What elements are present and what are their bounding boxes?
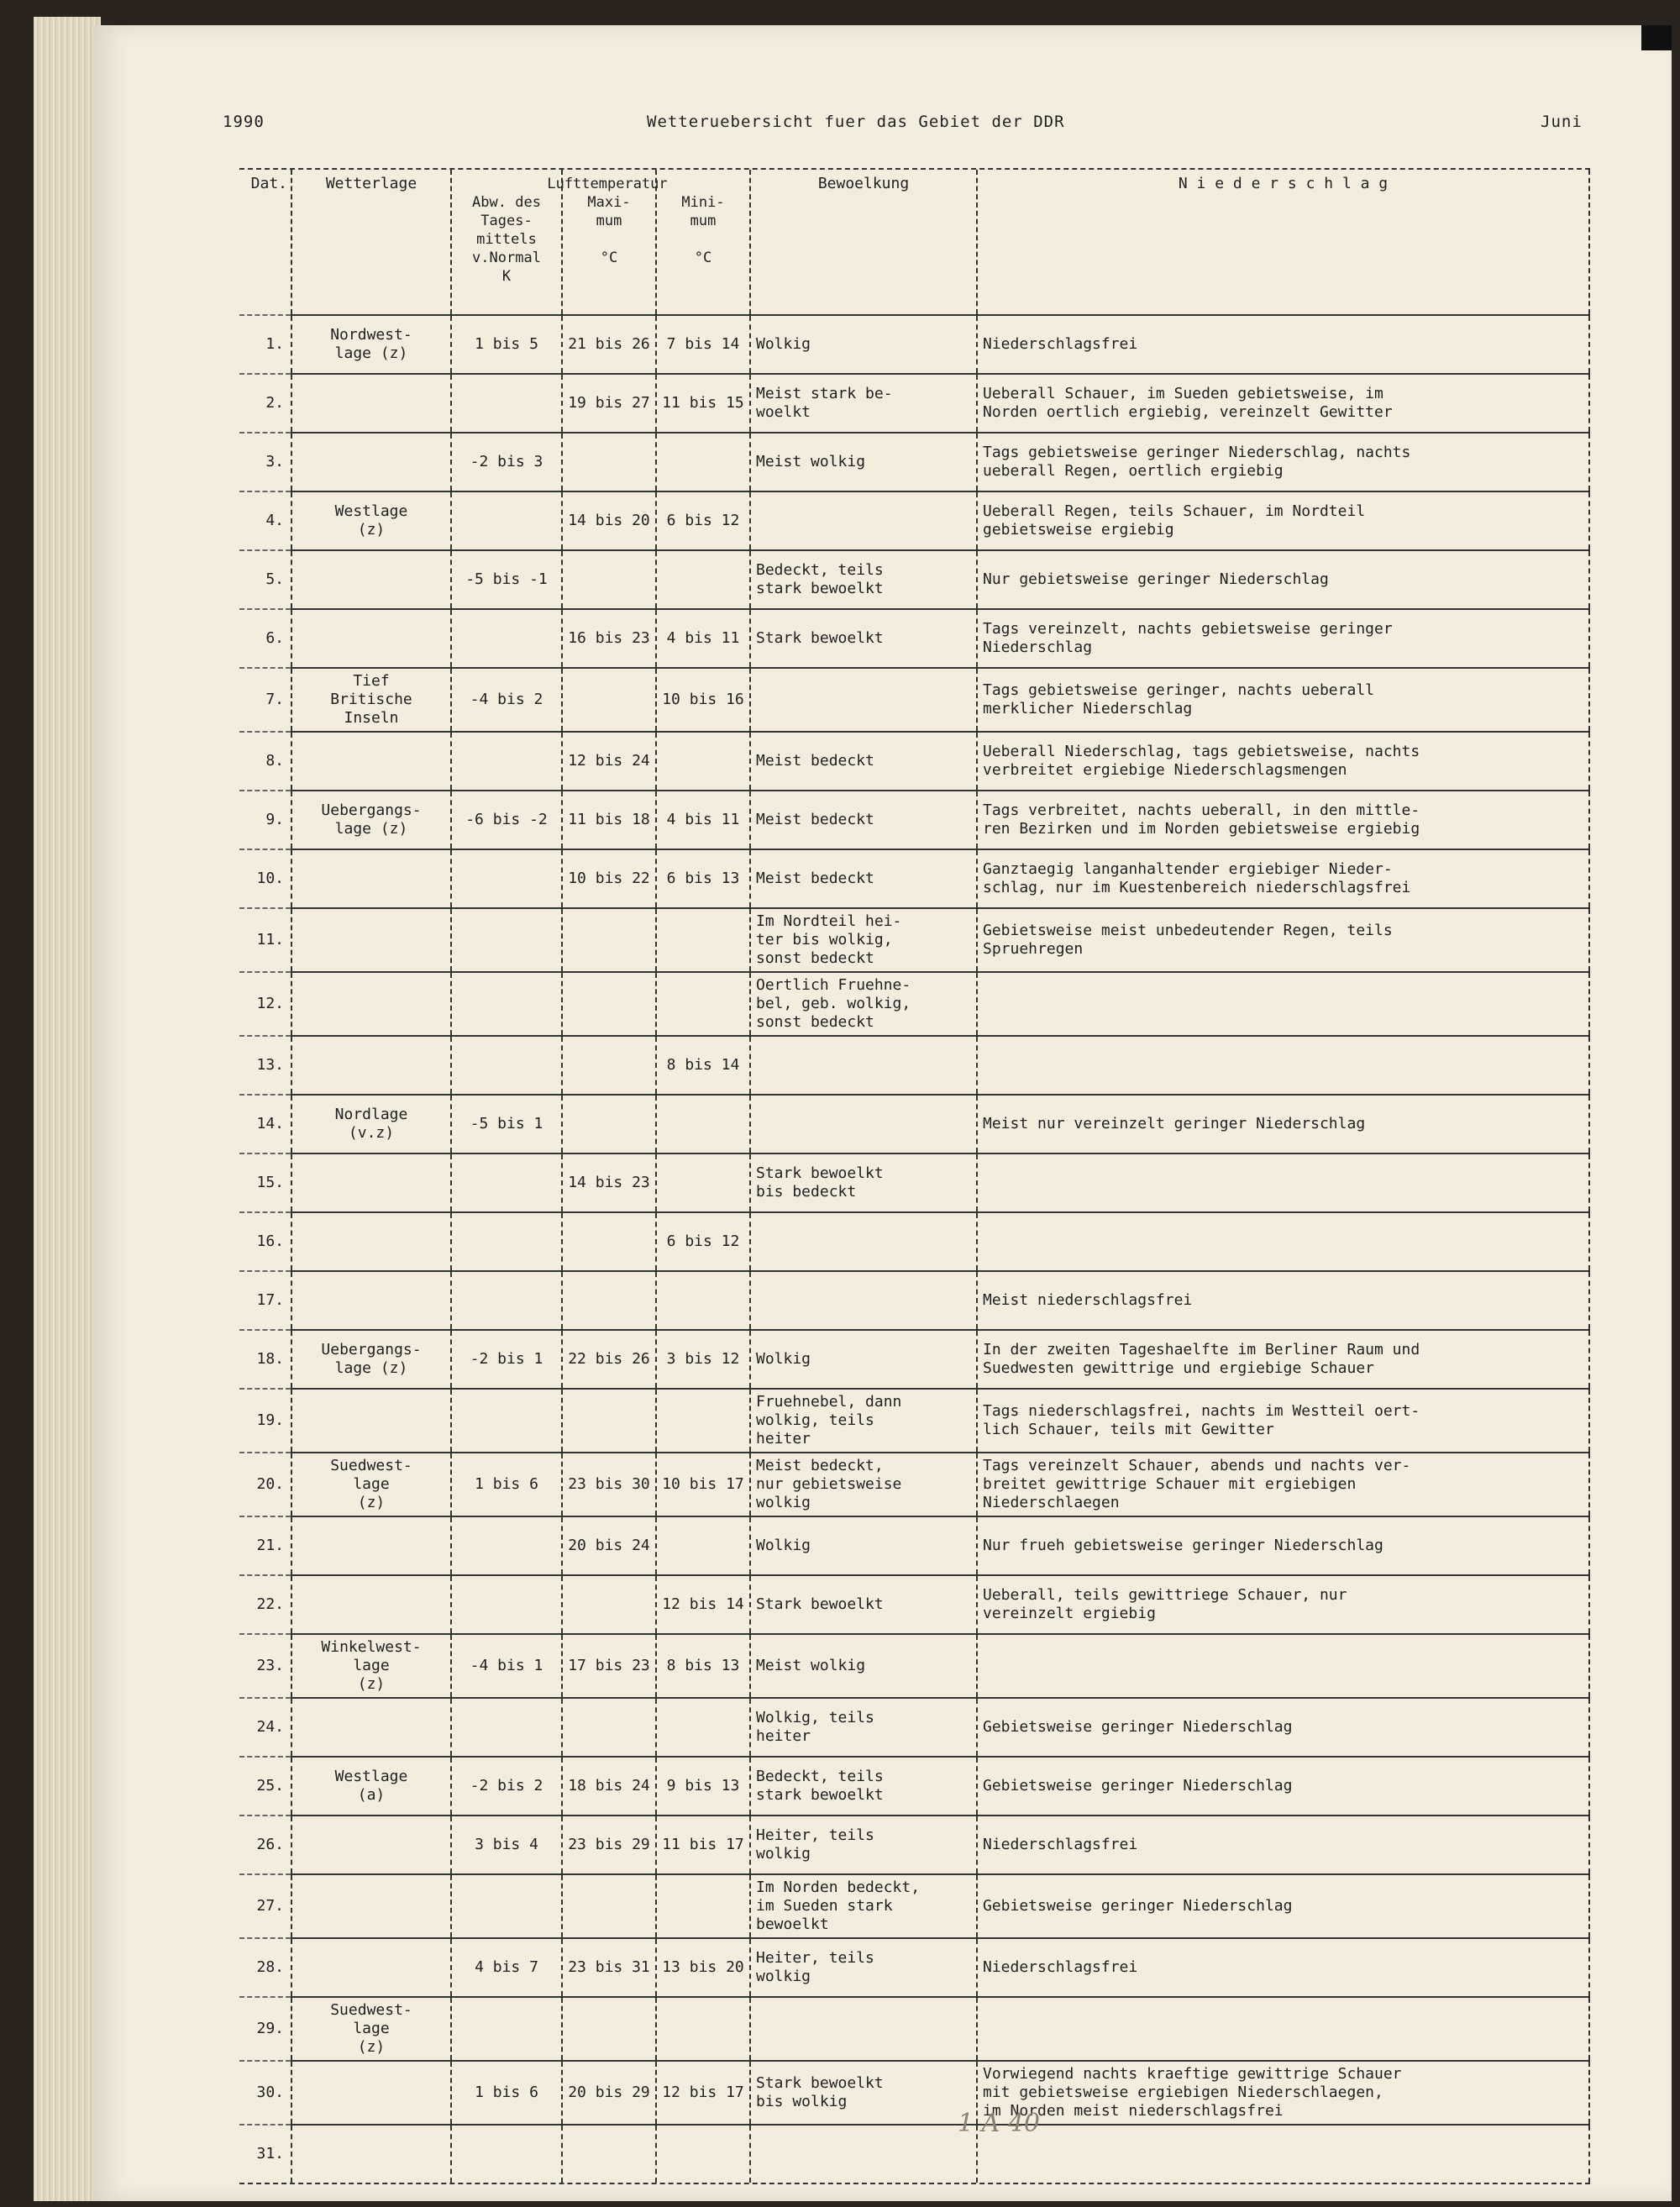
row-maximum (562, 668, 656, 732)
row-wetterlage (291, 1938, 451, 1997)
row-bewoelkung: Oertlich Fruehne- bel, geb. wolkig, sonst bedeckt (750, 972, 977, 1036)
row-bewoelkung: Meist bedeckt (750, 732, 977, 791)
row-bewoelkung (750, 491, 977, 550)
row-date: 7. (239, 668, 291, 732)
row-bewoelkung: Bedeckt, teils stark bewoelkt (750, 550, 977, 609)
row-maximum (562, 2125, 656, 2183)
row-wetterlage: Nordwest- lage (z) (291, 315, 451, 374)
row-niederschlag: In der zweiten Tageshaelfte im Berliner Raum und Suedwesten gewittrige und ergiebige Schauer (977, 1330, 1589, 1389)
row-maximum: 14 bis 23 (562, 1153, 656, 1212)
row-abweichung (451, 1271, 562, 1330)
row-wetterlage (291, 1389, 451, 1453)
row-abweichung (451, 374, 562, 433)
row-niederschlag: Meist nur vereinzelt geringer Niederschlag (977, 1095, 1589, 1153)
row-wetterlage (291, 1575, 451, 1634)
row-date: 9. (239, 791, 291, 849)
col-header-date: Dat. (250, 175, 287, 192)
row-minimum: 10 bis 16 (656, 668, 750, 732)
row-minimum: 10 bis 17 (656, 1453, 750, 1516)
row-maximum (562, 1036, 656, 1095)
row-date: 10. (239, 849, 291, 908)
table-row (239, 374, 1589, 433)
row-niederschlag: Vorwiegend nachts kraeftige gewittrige Schauer mit gebietsweise ergiebigen Niederschlaegen, im Norden meist niederschlagsfrei (977, 2061, 1589, 2125)
row-date: 30. (239, 2061, 291, 2125)
row-wetterlage (291, 1516, 451, 1575)
row-wetterlage (291, 1874, 451, 1938)
row-wetterlage (291, 1698, 451, 1757)
row-bewoelkung: Stark bewoelkt (750, 609, 977, 668)
row-niederschlag: Tags gebietsweise geringer Niederschlag, nachts ueberall Regen, oertlich ergiebig (977, 433, 1589, 491)
table-row (239, 1575, 1589, 1634)
table-row (239, 315, 1589, 374)
row-maximum (562, 1212, 656, 1271)
row-maximum (562, 1271, 656, 1330)
row-minimum: 13 bis 20 (656, 1938, 750, 1997)
row-maximum (562, 1698, 656, 1757)
row-wetterlage (291, 550, 451, 609)
row-maximum: 19 bis 27 (562, 374, 656, 433)
row-minimum (656, 1997, 750, 2061)
row-niederschlag (977, 1997, 1589, 2061)
row-wetterlage (291, 2061, 451, 2125)
row-bewoelkung: Meist bedeckt, nur gebietsweise wolkig (750, 1453, 977, 1516)
row-abweichung (451, 849, 562, 908)
row-bewoelkung: Meist bedeckt (750, 849, 977, 908)
table-row (239, 2061, 1589, 2125)
row-niederschlag: Gebietsweise geringer Niederschlag (977, 1757, 1589, 1816)
row-maximum (562, 1095, 656, 1153)
row-abweichung (451, 2125, 562, 2183)
table-row (239, 1698, 1589, 1757)
header-month: Juni (1541, 113, 1583, 131)
row-bewoelkung: Im Norden bedeckt, im Sueden stark bewoelkt (750, 1874, 977, 1938)
row-bewoelkung (750, 1036, 977, 1095)
row-niederschlag: Ueberall, teils gewittriege Schauer, nur vereinzelt ergiebig (977, 1575, 1589, 1634)
row-minimum (656, 972, 750, 1036)
table-row (239, 1874, 1589, 1938)
row-bewoelkung: Wolkig, teils heiter (750, 1698, 977, 1757)
row-abweichung: -5 bis -1 (451, 550, 562, 609)
table-row (239, 849, 1589, 908)
row-niederschlag (977, 1036, 1589, 1095)
table-row (239, 550, 1589, 609)
row-abweichung: 4 bis 7 (451, 1938, 562, 1997)
row-abweichung: -6 bis -2 (451, 791, 562, 849)
table-row (239, 1757, 1589, 1816)
row-date: 6. (239, 609, 291, 668)
row-niederschlag: Tags vereinzelt, nachts gebietsweise geringer Niederschlag (977, 609, 1589, 668)
row-abweichung (451, 1389, 562, 1453)
row-maximum (562, 1389, 656, 1453)
row-niederschlag: Ueberall Niederschlag, tags gebietsweise, nachts verbreitet ergiebige Niederschlagsmengen (977, 732, 1589, 791)
row-date: 25. (239, 1757, 291, 1816)
table-row (239, 1271, 1589, 1330)
row-bewoelkung: Meist stark be- woelkt (750, 374, 977, 433)
row-maximum (562, 972, 656, 1036)
row-niederschlag: Meist niederschlagsfrei (977, 1271, 1589, 1330)
row-date: 31. (239, 2125, 291, 2183)
header-title: Wetteruebersicht fuer das Gebiet der DDR (647, 113, 1065, 131)
table-row (239, 732, 1589, 791)
table-row (239, 668, 1589, 732)
row-bewoelkung: Meist bedeckt (750, 791, 977, 849)
row-wetterlage (291, 1036, 451, 1095)
row-niederschlag: Tags niederschlagsfrei, nachts im Westteil oert- lich Schauer, teils mit Gewitter (977, 1389, 1589, 1453)
row-abweichung: -2 bis 2 (451, 1757, 562, 1816)
row-minimum: 8 bis 14 (656, 1036, 750, 1095)
row-minimum (656, 1389, 750, 1453)
row-minimum: 4 bis 11 (656, 609, 750, 668)
row-bewoelkung (750, 1212, 977, 1271)
row-abweichung (451, 1575, 562, 1634)
row-wetterlage: Westlage (a) (291, 1757, 451, 1816)
row-date: 14. (239, 1095, 291, 1153)
row-bewoelkung: Stark bewoelkt bis bedeckt (750, 1153, 977, 1212)
row-maximum (562, 1874, 656, 1938)
row-minimum: 11 bis 17 (656, 1816, 750, 1874)
col-header-niederschlag: N i e d e r s c h l a g (977, 170, 1589, 315)
row-wetterlage (291, 1816, 451, 1874)
row-abweichung (451, 732, 562, 791)
row-bewoelkung (750, 1271, 977, 1330)
row-wetterlage (291, 374, 451, 433)
row-minimum (656, 2125, 750, 2183)
row-bewoelkung: Heiter, teils wolkig (750, 1816, 977, 1874)
row-date: 5. (239, 550, 291, 609)
row-niederschlag: Tags gebietsweise geringer, nachts ueberall merklicher Niederschlag (977, 668, 1589, 732)
row-abweichung: 1 bis 5 (451, 315, 562, 374)
row-maximum (562, 550, 656, 609)
row-wetterlage (291, 2125, 451, 2183)
row-niederschlag: Nur gebietsweise geringer Niederschlag (977, 550, 1589, 609)
row-date: 23. (239, 1634, 291, 1698)
row-date: 24. (239, 1698, 291, 1757)
table-row (239, 1095, 1589, 1153)
row-wetterlage: Uebergangs- lage (z) (291, 791, 451, 849)
row-bewoelkung: Stark bewoelkt (750, 1575, 977, 1634)
table-row (239, 1330, 1589, 1389)
row-minimum: 3 bis 12 (656, 1330, 750, 1389)
row-niederschlag (977, 2125, 1589, 2183)
row-abweichung (451, 1036, 562, 1095)
row-minimum (656, 550, 750, 609)
row-date: 13. (239, 1036, 291, 1095)
row-maximum (562, 1575, 656, 1634)
row-bewoelkung: Im Nordteil hei- ter bis wolkig, sonst bedeckt (750, 908, 977, 972)
row-abweichung (451, 1153, 562, 1212)
binding-corner (1641, 25, 1672, 50)
row-date: 16. (239, 1212, 291, 1271)
row-date: 27. (239, 1874, 291, 1938)
col-header-minimum (656, 170, 750, 315)
row-wetterlage: Tief Britische Inseln (291, 668, 451, 732)
row-date: 19. (239, 1389, 291, 1453)
table-row (239, 2125, 1589, 2183)
table-row (239, 1634, 1589, 1698)
row-bewoelkung: Meist wolkig (750, 433, 977, 491)
row-minimum (656, 433, 750, 491)
row-maximum: 16 bis 23 (562, 609, 656, 668)
row-niederschlag: Ueberall Regen, teils Schauer, im Nordteil gebietsweise ergiebig (977, 491, 1589, 550)
row-niederschlag: Niederschlagsfrei (977, 1816, 1589, 1874)
row-niederschlag (977, 1634, 1589, 1698)
table-row (239, 908, 1589, 972)
row-date: 12. (239, 972, 291, 1036)
row-date: 11. (239, 908, 291, 972)
row-bewoelkung (750, 1095, 977, 1153)
row-abweichung (451, 908, 562, 972)
row-abweichung (451, 491, 562, 550)
row-date: 1. (239, 315, 291, 374)
table-body (239, 315, 1589, 2183)
row-maximum: 23 bis 29 (562, 1816, 656, 1874)
row-minimum: 12 bis 17 (656, 2061, 750, 2125)
row-bewoelkung: Heiter, teils wolkig (750, 1938, 977, 1997)
row-niederschlag: Gebietsweise geringer Niederschlag (977, 1874, 1589, 1938)
row-minimum (656, 1271, 750, 1330)
row-niederschlag (977, 972, 1589, 1036)
row-date: 4. (239, 491, 291, 550)
row-bewoelkung: Wolkig (750, 1330, 977, 1389)
row-date: 26. (239, 1816, 291, 1874)
row-niederschlag: Tags vereinzelt Schauer, abends und nachts ver- breitet gewittrige Schauer mit ergiebigen Niederschlaegen (977, 1453, 1589, 1516)
row-wetterlage: Nordlage (v.z) (291, 1095, 451, 1153)
row-minimum: 8 bis 13 (656, 1634, 750, 1698)
col-header-lufttemperatur: Lufttemperatur (547, 176, 668, 192)
row-wetterlage (291, 609, 451, 668)
row-date: 20. (239, 1453, 291, 1516)
row-minimum: 6 bis 12 (656, 491, 750, 550)
weather-table-container (239, 168, 1590, 2184)
row-abweichung: -2 bis 3 (451, 433, 562, 491)
table-row (239, 972, 1589, 1036)
row-maximum (562, 1997, 656, 2061)
row-abweichung (451, 1212, 562, 1271)
row-minimum (656, 908, 750, 972)
row-date: 21. (239, 1516, 291, 1575)
row-minimum: 9 bis 13 (656, 1757, 750, 1816)
row-bewoelkung: Bedeckt, teils stark bewoelkt (750, 1757, 977, 1816)
row-bewoelkung (750, 668, 977, 732)
header-year: 1990 (223, 113, 265, 131)
row-minimum: 11 bis 15 (656, 374, 750, 433)
table-row (239, 609, 1589, 668)
row-bewoelkung (750, 1997, 977, 2061)
table-row (239, 491, 1589, 550)
row-date: 18. (239, 1330, 291, 1389)
row-maximum: 17 bis 23 (562, 1634, 656, 1698)
row-minimum (656, 1874, 750, 1938)
table-row (239, 1938, 1589, 1997)
row-minimum (656, 732, 750, 791)
row-niederschlag: Niederschlagsfrei (977, 315, 1589, 374)
row-bewoelkung: Stark bewoelkt bis wolkig (750, 2061, 977, 2125)
row-maximum: 21 bis 26 (562, 315, 656, 374)
row-minimum (656, 1698, 750, 1757)
table-row (239, 1997, 1589, 2061)
row-abweichung (451, 1516, 562, 1575)
row-niederschlag: Gebietsweise geringer Niederschlag (977, 1698, 1589, 1757)
row-bewoelkung: Fruehnebel, dann wolkig, teils heiter (750, 1389, 977, 1453)
table-row (239, 1516, 1589, 1575)
row-date: 8. (239, 732, 291, 791)
row-wetterlage: Winkelwest- lage (z) (291, 1634, 451, 1698)
table-row (239, 1389, 1589, 1453)
book-page-edges (34, 17, 101, 2201)
row-abweichung (451, 1698, 562, 1757)
row-date: 28. (239, 1938, 291, 1997)
row-niederschlag (977, 1212, 1589, 1271)
row-abweichung: -4 bis 1 (451, 1634, 562, 1698)
col-header-wetterlage: Wetterlage (291, 170, 451, 315)
row-niederschlag: Niederschlagsfrei (977, 1938, 1589, 1997)
row-maximum (562, 433, 656, 491)
row-abweichung: 3 bis 4 (451, 1816, 562, 1874)
row-date: 15. (239, 1153, 291, 1212)
row-maximum: 20 bis 24 (562, 1516, 656, 1575)
table-row (239, 1153, 1589, 1212)
col-header-maximum-label: Maxi- mum °C (587, 194, 631, 266)
row-maximum: 23 bis 31 (562, 1938, 656, 1997)
row-minimum: 6 bis 13 (656, 849, 750, 908)
row-niederschlag: Ganztaegig langanhaltender ergiebiger Nieder- schlag, nur im Kuestenbereich niederschlagsfrei (977, 849, 1589, 908)
row-maximum: 11 bis 18 (562, 791, 656, 849)
row-maximum: 20 bis 29 (562, 2061, 656, 2125)
row-wetterlage (291, 732, 451, 791)
table-row (239, 791, 1589, 849)
row-minimum: 4 bis 11 (656, 791, 750, 849)
table-header-row (239, 170, 1589, 315)
pencil-mark: 1 A 40 (958, 2109, 1040, 2138)
row-niederschlag: Nur frueh gebietsweise geringer Niederschlag (977, 1516, 1589, 1575)
row-minimum: 6 bis 12 (656, 1212, 750, 1271)
row-wetterlage (291, 972, 451, 1036)
row-abweichung (451, 1874, 562, 1938)
row-wetterlage: Westlage (z) (291, 491, 451, 550)
row-date: 22. (239, 1575, 291, 1634)
row-niederschlag: Ueberall Schauer, im Sueden gebietsweise, im Norden oertlich ergiebig, vereinzelt Gewitter (977, 374, 1589, 433)
row-abweichung (451, 609, 562, 668)
row-abweichung: 1 bis 6 (451, 1453, 562, 1516)
row-abweichung: -5 bis 1 (451, 1095, 562, 1153)
col-header-abw-label: Abw. des Tages- mittels v.Normal K (472, 194, 541, 285)
table-row (239, 1036, 1589, 1095)
col-header-bewoelkung: Bewoelkung (750, 170, 977, 315)
row-wetterlage (291, 1271, 451, 1330)
row-date: 2. (239, 374, 291, 433)
row-minimum: 12 bis 14 (656, 1575, 750, 1634)
row-maximum: 23 bis 30 (562, 1453, 656, 1516)
table-row (239, 1453, 1589, 1516)
row-minimum (656, 1153, 750, 1212)
row-maximum: 12 bis 24 (562, 732, 656, 791)
row-niederschlag (977, 1153, 1589, 1212)
row-abweichung: 1 bis 6 (451, 2061, 562, 2125)
row-bewoelkung: Wolkig (750, 315, 977, 374)
row-minimum (656, 1095, 750, 1153)
row-bewoelkung: Wolkig (750, 1516, 977, 1575)
row-wetterlage (291, 1212, 451, 1271)
row-bewoelkung (750, 2125, 977, 2183)
row-wetterlage (291, 849, 451, 908)
col-header-minimum-label: Mini- mum °C (681, 194, 725, 266)
row-abweichung (451, 1997, 562, 2061)
weather-table (239, 170, 1590, 2183)
row-niederschlag: Gebietsweise meist unbedeutender Regen, teils Spruehregen (977, 908, 1589, 972)
table-row (239, 433, 1589, 491)
row-wetterlage (291, 433, 451, 491)
row-wetterlage (291, 1153, 451, 1212)
row-abweichung: -2 bis 1 (451, 1330, 562, 1389)
table-bottom-rule (239, 2183, 1590, 2184)
row-maximum: 22 bis 26 (562, 1330, 656, 1389)
row-maximum: 10 bis 22 (562, 849, 656, 908)
row-date: 29. (239, 1997, 291, 2061)
row-wetterlage: Uebergangs- lage (z) (291, 1330, 451, 1389)
row-date: 17. (239, 1271, 291, 1330)
row-maximum: 14 bis 20 (562, 491, 656, 550)
row-wetterlage: Suedwest- lage (z) (291, 1453, 451, 1516)
row-minimum: 7 bis 14 (656, 315, 750, 374)
row-maximum: 18 bis 24 (562, 1757, 656, 1816)
row-bewoelkung: Meist wolkig (750, 1634, 977, 1698)
row-abweichung: -4 bis 2 (451, 668, 562, 732)
row-abweichung (451, 972, 562, 1036)
row-maximum (562, 908, 656, 972)
row-wetterlage (291, 908, 451, 972)
row-minimum (656, 1516, 750, 1575)
row-niederschlag: Tags verbreitet, nachts ueberall, in den mittle- ren Bezirken und im Norden gebietsweise ergiebig (977, 791, 1589, 849)
row-wetterlage: Suedwest- lage (z) (291, 1997, 451, 2061)
row-date: 3. (239, 433, 291, 491)
table-row (239, 1212, 1589, 1271)
table-row (239, 1816, 1589, 1874)
